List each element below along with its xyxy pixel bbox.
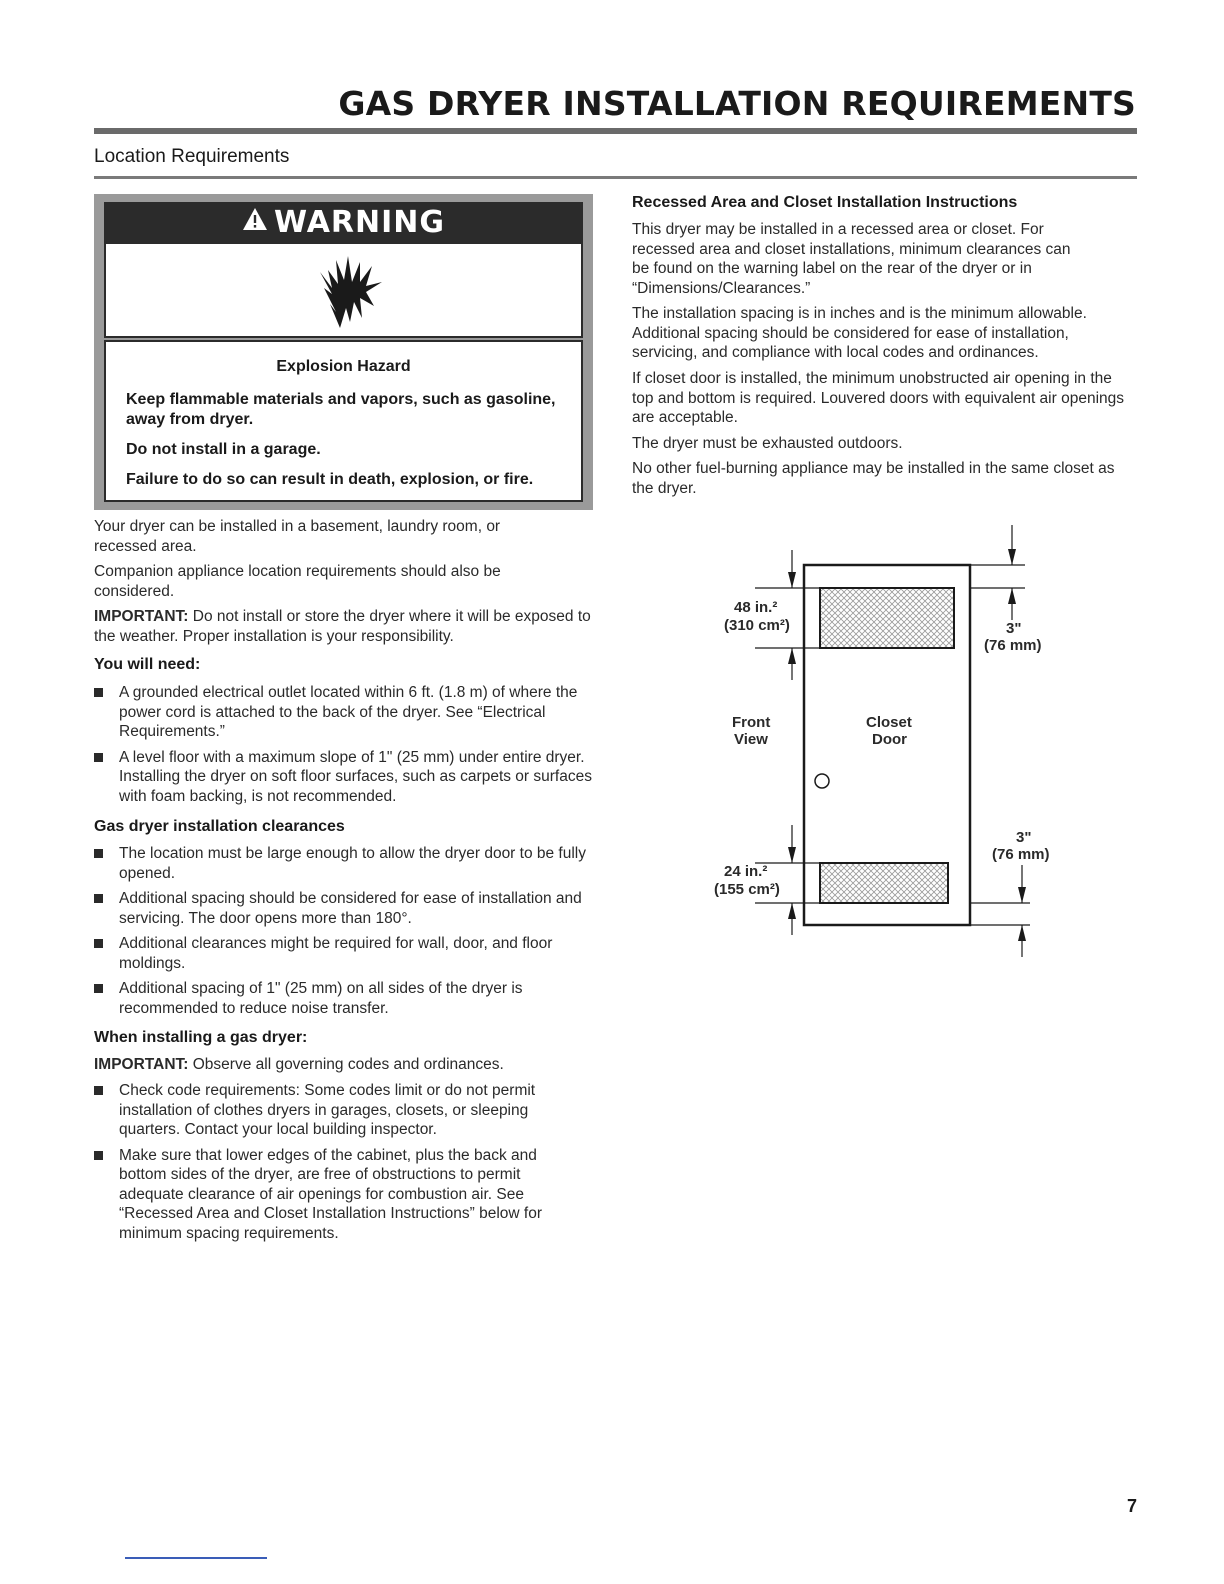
bullet-square-icon: [94, 753, 103, 762]
list-item-text: Additional clearances might be required for wall, door, and floor moldings.: [119, 935, 553, 972]
arrow-down-icon: [788, 572, 796, 588]
hazard-line-2: Do not install in a garage.: [126, 441, 321, 458]
arrow-up-icon: [788, 648, 796, 664]
page-number: 7: [1126, 1496, 1137, 1516]
warning-symbol-panel: [104, 242, 583, 338]
warning-box: [94, 194, 593, 510]
left-para-1: Your dryer can be installed in a basement, laundry room, or recessed area.: [94, 518, 501, 555]
list-item-text: The location must be large enough to allow the dryer door to be fully opened.: [119, 845, 586, 882]
right-para-5: No other fuel-burning appliance may be installed in the same closet as the dryer.: [632, 460, 1115, 497]
top-clear-in-label: 3": [1006, 620, 1022, 637]
installing-heading: When installing a gas dryer:: [94, 1029, 308, 1046]
bullet-square-icon: [94, 984, 103, 993]
top-clear-mm-label: (76 mm): [984, 637, 1042, 654]
warning-triangle-icon: [242, 207, 268, 238]
section-heading: Location Requirements: [94, 146, 290, 167]
warning-header: [104, 202, 583, 242]
footer-line: [125, 1557, 267, 1559]
bullet-square-icon: [94, 939, 103, 948]
list-item: [94, 889, 594, 928]
arrow-down-icon: [1008, 549, 1016, 565]
bullet-square-icon: [94, 849, 103, 858]
installing-list: [94, 1081, 584, 1249]
closet-door-label-2: Door: [872, 731, 907, 748]
important-label-2: IMPORTANT:: [94, 1056, 189, 1073]
list-item: [94, 748, 594, 807]
bottom-clear-mm-label: (76 mm): [992, 846, 1050, 863]
hazard-line-1: Keep flammable materials and vapors, such as gasoline, away from dryer.: [126, 391, 556, 428]
bottom-clear-in-label: 3": [1016, 829, 1032, 846]
bottom-vent: [820, 863, 948, 903]
list-item-text: Check code requirements: Some codes limit or do not permit installation of clothes dryers in garages, closets, or sleeping quarters. Contact your local building inspector.: [119, 1082, 536, 1138]
need-list: [94, 683, 594, 812]
top-area-cm-label: (310 cm²): [724, 617, 790, 634]
arrow-down-icon: [1018, 887, 1026, 903]
list-item: [94, 683, 594, 742]
list-item: [94, 1146, 584, 1244]
bullet-square-icon: [94, 1086, 103, 1095]
right-para-2: The installation spacing is in inches and is the minimum allowable. Additional spacing should be considered for ease of installation, servicing, and compliance with local codes and ordinances.: [632, 305, 1087, 361]
closet-door-diagram: [700, 520, 1060, 960]
warning-header-label: WARNING: [273, 204, 446, 240]
important-note-1: [94, 607, 594, 646]
bullet-square-icon: [94, 1151, 103, 1160]
clearances-list: [94, 844, 594, 1024]
hazard-line-3: Failure to do so can result in death, explosion, or fire.: [126, 471, 534, 488]
left-para-2: Companion appliance location requirements should also be considered.: [94, 563, 501, 600]
arrow-up-icon: [1008, 588, 1016, 604]
top-area-in-label: 48 in.²: [734, 599, 778, 616]
front-view-label-1: Front: [732, 714, 771, 731]
important-text-1: Do not install or store the dryer where it will be exposed to the weather. Proper installation is your responsibility.: [94, 608, 591, 645]
right-para-1: This dryer may be installed in a recessed area or closet. For recessed area and closet installations, minimum clearances can be found on the warning label on the rear of the dryer or in “Dimensions/Clearances.”: [632, 221, 1071, 297]
hazard-title: Explosion Hazard: [276, 358, 411, 375]
bullet-square-icon: [94, 688, 103, 697]
right-para-4: The dryer must be exhausted outdoors.: [632, 435, 903, 452]
front-view-label-2: View: [734, 731, 768, 748]
list-item-text: Additional spacing should be considered for ease of installation and servicing. The door opens more than 180°.: [119, 890, 582, 927]
arrow-up-icon: [1018, 925, 1026, 941]
bottom-area-in-label: 24 in.²: [724, 863, 768, 880]
list-item: [94, 844, 594, 883]
important-note-2: [94, 1055, 594, 1075]
clearances-heading: Gas dryer installation clearances: [94, 818, 345, 835]
title-rule: [94, 128, 1137, 134]
bullet-square-icon: [94, 894, 103, 903]
right-para-3: If closet door is installed, the minimum unobstructed air opening in the top and bottom is required. Louvered doors with equivalent air openings are acceptable.: [632, 370, 1125, 426]
list-item: [94, 979, 594, 1018]
arrow-up-icon: [788, 903, 796, 919]
list-item-text: Make sure that lower edges of the cabinet, plus the back and bottom sides of the dryer, are free of obstructions to permit adequate clearance of air openings for combustion air. See “Recessed Area and Closet Installation Instructions” below for minimum spacing requirements.: [119, 1146, 543, 1242]
top-vent: [820, 588, 954, 648]
bottom-area-cm-label: (155 cm²): [714, 881, 780, 898]
arrow-down-icon: [788, 847, 796, 863]
list-item-text: A level floor with a maximum slope of 1" (25 mm) under entire dryer. Installing the dryer on soft floor surfaces, such as carpets or surfaces with foam backing, is not recommended.: [119, 748, 592, 805]
warning-text-panel: [104, 340, 583, 502]
list-item-text: A grounded electrical outlet located within 6 ft. (1.8 m) of where the power cord is attached to the back of the dryer. See “Electrical Requirements.”: [119, 684, 578, 740]
you-will-need-heading: You will need:: [94, 656, 201, 673]
closet-door-label-1: Closet: [866, 714, 912, 731]
recessed-heading: Recessed Area and Closet Installation Instructions: [632, 194, 1018, 211]
important-text-2: Observe all governing codes and ordinances.: [188, 1056, 504, 1073]
list-item: [94, 1081, 584, 1140]
explosion-icon: [310, 252, 386, 332]
list-item-text: Additional spacing of 1" (25 mm) on all sides of the dryer is recommended to reduce noise transfer.: [119, 980, 523, 1017]
door-knob: [815, 774, 829, 788]
important-label-1: IMPORTANT:: [94, 608, 189, 625]
list-item: [94, 934, 594, 973]
page-title: GAS DRYER INSTALLATION REQUIREMENTS: [338, 84, 1136, 123]
section-rule: [94, 176, 1137, 179]
